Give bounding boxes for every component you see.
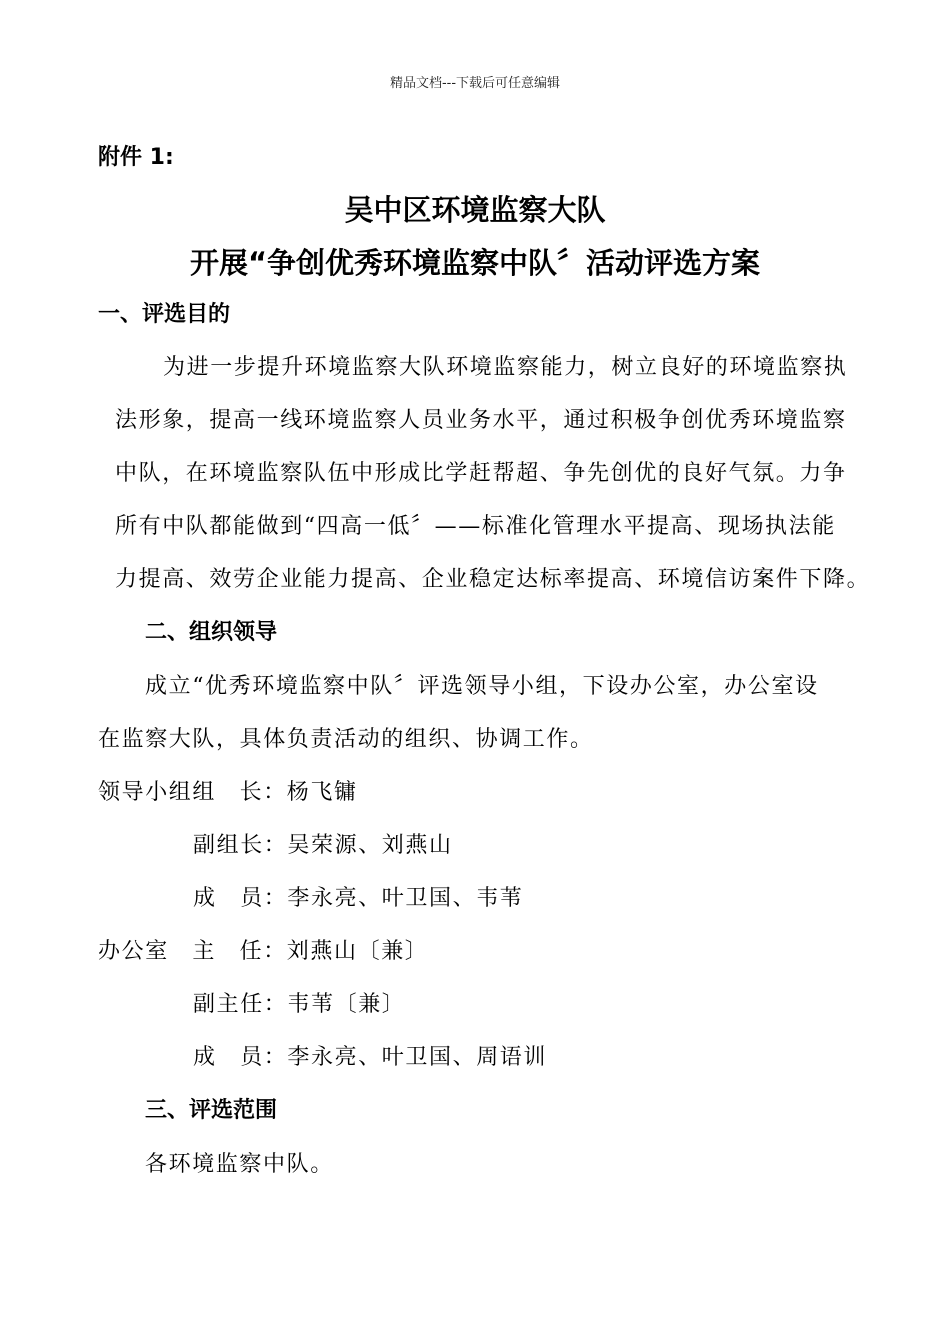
section-1-line-1: 为进一步提升环境监察大队环境监察能力，树立良好的环境监察执 bbox=[163, 355, 848, 380]
section-2-line-2: 在监察大队，具体负责活动的组织、协调工作。 bbox=[98, 727, 594, 752]
office-deputy-director: 副主任：韦苇〔兼〕 bbox=[193, 992, 406, 1017]
section-1-heading: 一、评选目的 bbox=[98, 302, 231, 327]
office-members: 成 员：李永亮、叶卫国、周语训 bbox=[193, 1045, 548, 1070]
section-1-line-3: 中队，在环境监察队伍中形成比学赶帮超、争先创优的良好气氛。力争 bbox=[115, 461, 847, 486]
section-1-line-4: 所有中队都能做到“四高一低〞——标准化管理水平提高、现场执法能 bbox=[115, 514, 836, 539]
attachment-label: 附件 1: bbox=[98, 145, 174, 170]
committee-deputy-leader: 副组长：吴荣源、刘燕山 bbox=[193, 833, 453, 858]
section-2-heading: 二、组织领导 bbox=[145, 620, 278, 645]
section-2-line-1: 成立“优秀环境监察中队〞评选领导小组，下设办公室，办公室设 bbox=[145, 674, 819, 699]
section-1-line-2: 法形象，提高一线环境监察人员业务水平，通过积极争创优秀环境监察 bbox=[115, 408, 847, 433]
title-line-1: 吴中区环境监察大队 bbox=[344, 193, 606, 227]
committee-members: 成 员：李永亮、叶卫国、韦苇 bbox=[193, 886, 524, 911]
section-1-line-5: 力提高、效劳企业能力提高、企业稳定达标率提高、环境信访案件下降。 bbox=[115, 567, 871, 592]
section-3-heading: 三、评选范围 bbox=[145, 1098, 278, 1123]
office-director: 办公室 主 任：刘燕山〔兼〕 bbox=[98, 939, 429, 964]
section-3-line-1: 各环境监察中队。 bbox=[145, 1152, 334, 1177]
title-line-2: 开展“争创优秀环境监察中队〞活动评选方案 bbox=[189, 246, 761, 280]
header-note: 精品文档---下载后可任意编辑 bbox=[389, 76, 561, 91]
committee-leader: 领导小组组 长：杨飞镛 bbox=[98, 780, 358, 805]
